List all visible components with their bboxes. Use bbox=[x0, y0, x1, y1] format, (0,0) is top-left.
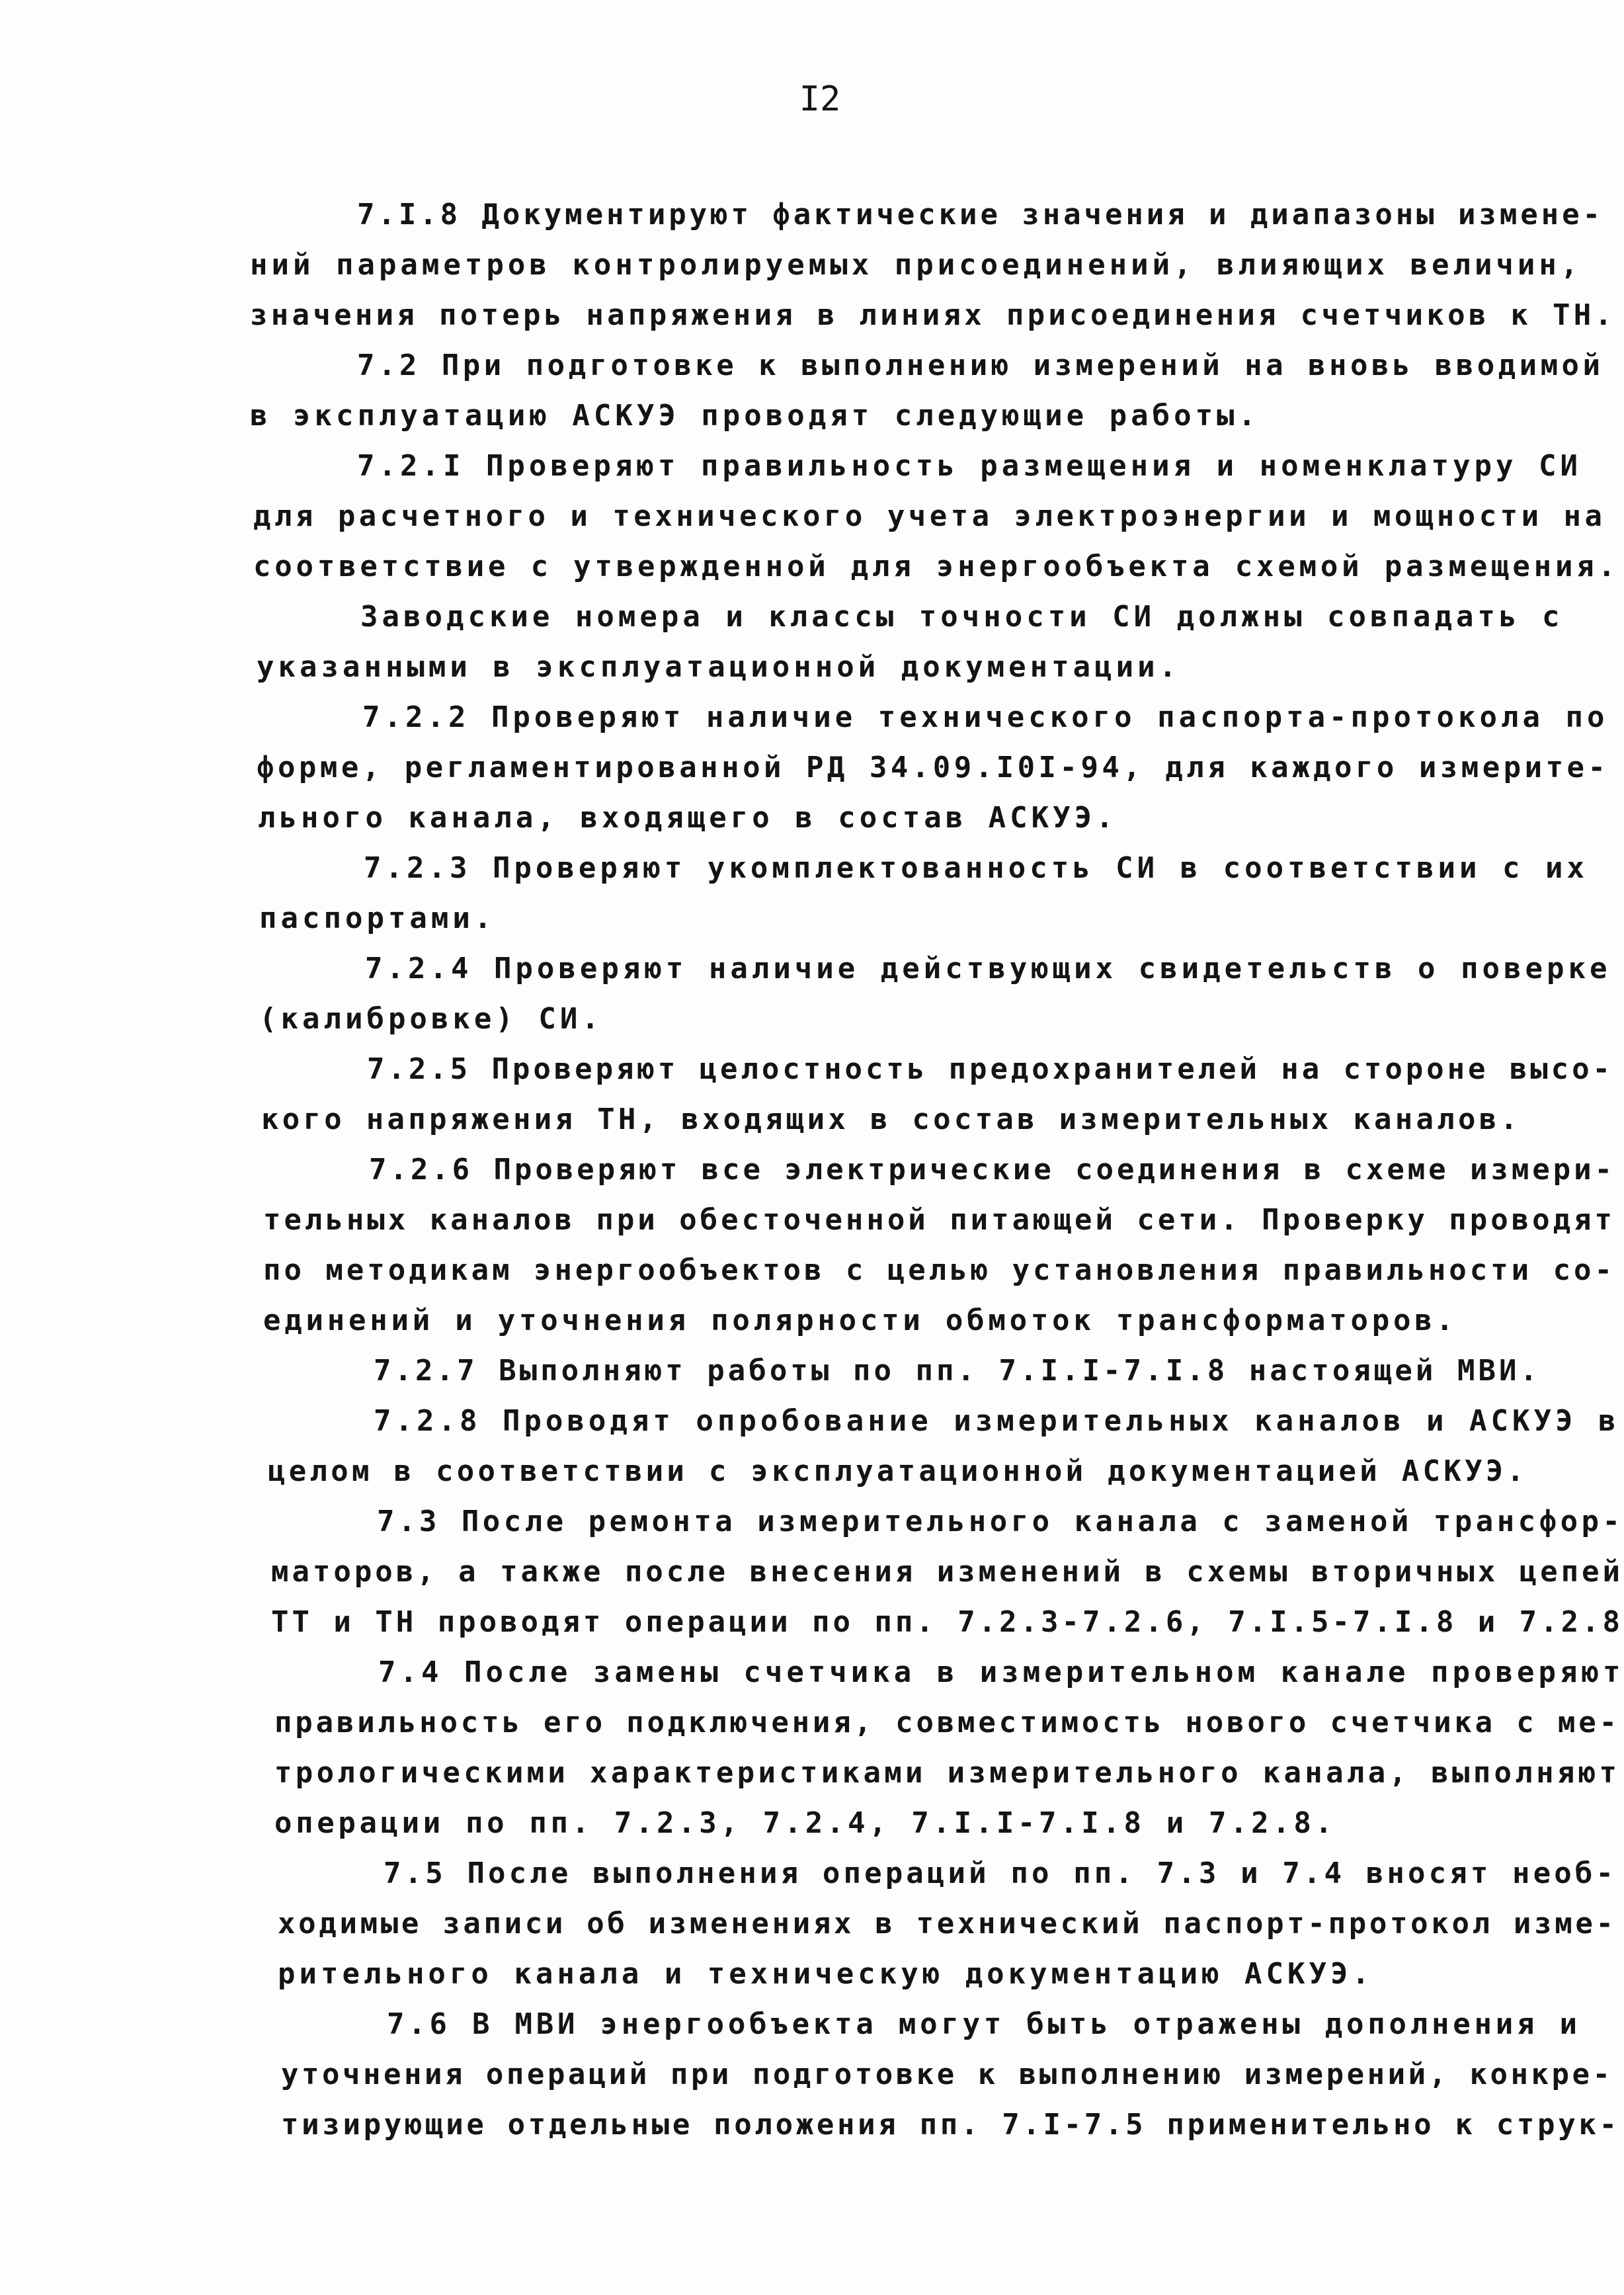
text-line: операции по пп. 7.2.3, 7.2.4, 7.I.I-7.I.8 и 7.2.8. bbox=[274, 1806, 1336, 1840]
text-line: ТТ и ТН проводят операции по пп. 7.2.3-7.2.6, 7.I.5-7.I.8 и 7.2.8 bbox=[271, 1605, 1623, 1639]
text-line: ходимые записи об изменениях в технический паспорт-протокол изме- bbox=[278, 1907, 1617, 1940]
text-line: значения потерь напряжения в линиях присоединения счетчиков к ТН. bbox=[250, 298, 1616, 332]
text-line: соответствие с утвержденной для энергообъекта схемой размещения. bbox=[253, 550, 1619, 583]
text-line: тельных каналов при обесточенной питающей сети. Проверку проводят bbox=[263, 1203, 1615, 1237]
text-line: единений и уточнения полярности обмоток трансформаторов. bbox=[263, 1304, 1457, 1337]
text-line: 7.6 В МВИ энергообъекта могут быть отражены дополнения и bbox=[387, 2007, 1581, 2041]
text-line: целом в соответствии с эксплуатационной документацией АСКУЭ. bbox=[268, 1454, 1528, 1488]
text-line: 7.I.8 Документируют фактические значения и диапазоны измене- bbox=[357, 198, 1604, 231]
text-line: Заводские номера и классы точности СИ должны совпадать с bbox=[360, 600, 1564, 634]
text-line: по методикам энергообъектов с целью установления правильности со- bbox=[263, 1253, 1615, 1287]
text-line: 7.3 После ремонта измерительного канала с заменой трансфор- bbox=[377, 1505, 1624, 1538]
text-line: 7.2.3 Проверяют укомплектованность СИ в соответствии с их bbox=[364, 851, 1588, 885]
text-line: 7.4 После замены счетчика в измерительном канале проверяют bbox=[378, 1655, 1624, 1689]
text-line: (калибровке) СИ. bbox=[259, 1002, 603, 1036]
text-line: 7.2.8 Проводят опробование измерительных каналов и АСКУЭ в bbox=[374, 1404, 1620, 1438]
text-line: 7.5 После выполнения операций по пп. 7.3 и 7.4 вносят необ- bbox=[384, 1857, 1617, 1890]
text-line: указанными в эксплуатационной документации. bbox=[257, 650, 1181, 684]
text-line: маторов, а также после внесения изменений в схемы вторичных цепей bbox=[271, 1555, 1623, 1589]
text-line: тизирующие отдельные положения пп. 7.I-7.5 применительно к струк- bbox=[281, 2108, 1620, 2142]
text-line: 7.2 При подготовке к выполнению измерений на вновь вводимой bbox=[357, 349, 1604, 382]
text-line: трологическими характеристиками измерительного канала, выполняют bbox=[274, 1756, 1621, 1790]
text-line: 7.2.5 Проверяют целостность предохранителей на стороне высо- bbox=[367, 1052, 1613, 1086]
page-number: I2 bbox=[799, 79, 841, 119]
text-line: 7.2.7 Выполняют работы по пп. 7.I.I-7.I.8 настоящей МВИ. bbox=[374, 1354, 1541, 1388]
text-line: льного канала, входящего в состав АСКУЭ. bbox=[258, 801, 1117, 835]
text-line: форме, регламентированной РД 34.09.I0I-94, для каждого измерите- bbox=[257, 751, 1609, 784]
text-line: 7.2.I Проверяют правильность размещения и номенклатуру СИ bbox=[357, 449, 1582, 483]
text-line: 7.2.2 Проверяют наличие технического паспорта-протокола по bbox=[362, 700, 1609, 734]
text-line: ний параметров контролируемых присоединений, влияющих величин, bbox=[250, 248, 1582, 282]
text-line: 7.2.4 Проверяют наличие действующих свидетельств о поверке bbox=[365, 952, 1611, 985]
text-line: для расчетного и технического учета электроэнергии и мощности на bbox=[253, 499, 1606, 533]
text-line: рительного канала и техническую документацию АСКУЭ. bbox=[278, 1957, 1374, 1991]
text-line: 7.2.6 Проверяют все электрические соединения в схеме измери- bbox=[369, 1153, 1615, 1187]
text-line: уточнения операций при подготовке к выполнению измерений, конкре- bbox=[281, 2058, 1613, 2091]
text-line: паспортами. bbox=[259, 901, 496, 935]
text-line: в эксплуатацию АСКУЭ проводят следующие работы. bbox=[250, 399, 1260, 433]
text-line: кого напряжения ТН, входящих в состав измерительных каналов. bbox=[261, 1103, 1522, 1136]
text-line: правильность его подключения, совместимость нового счетчика с ме- bbox=[274, 1706, 1620, 1739]
